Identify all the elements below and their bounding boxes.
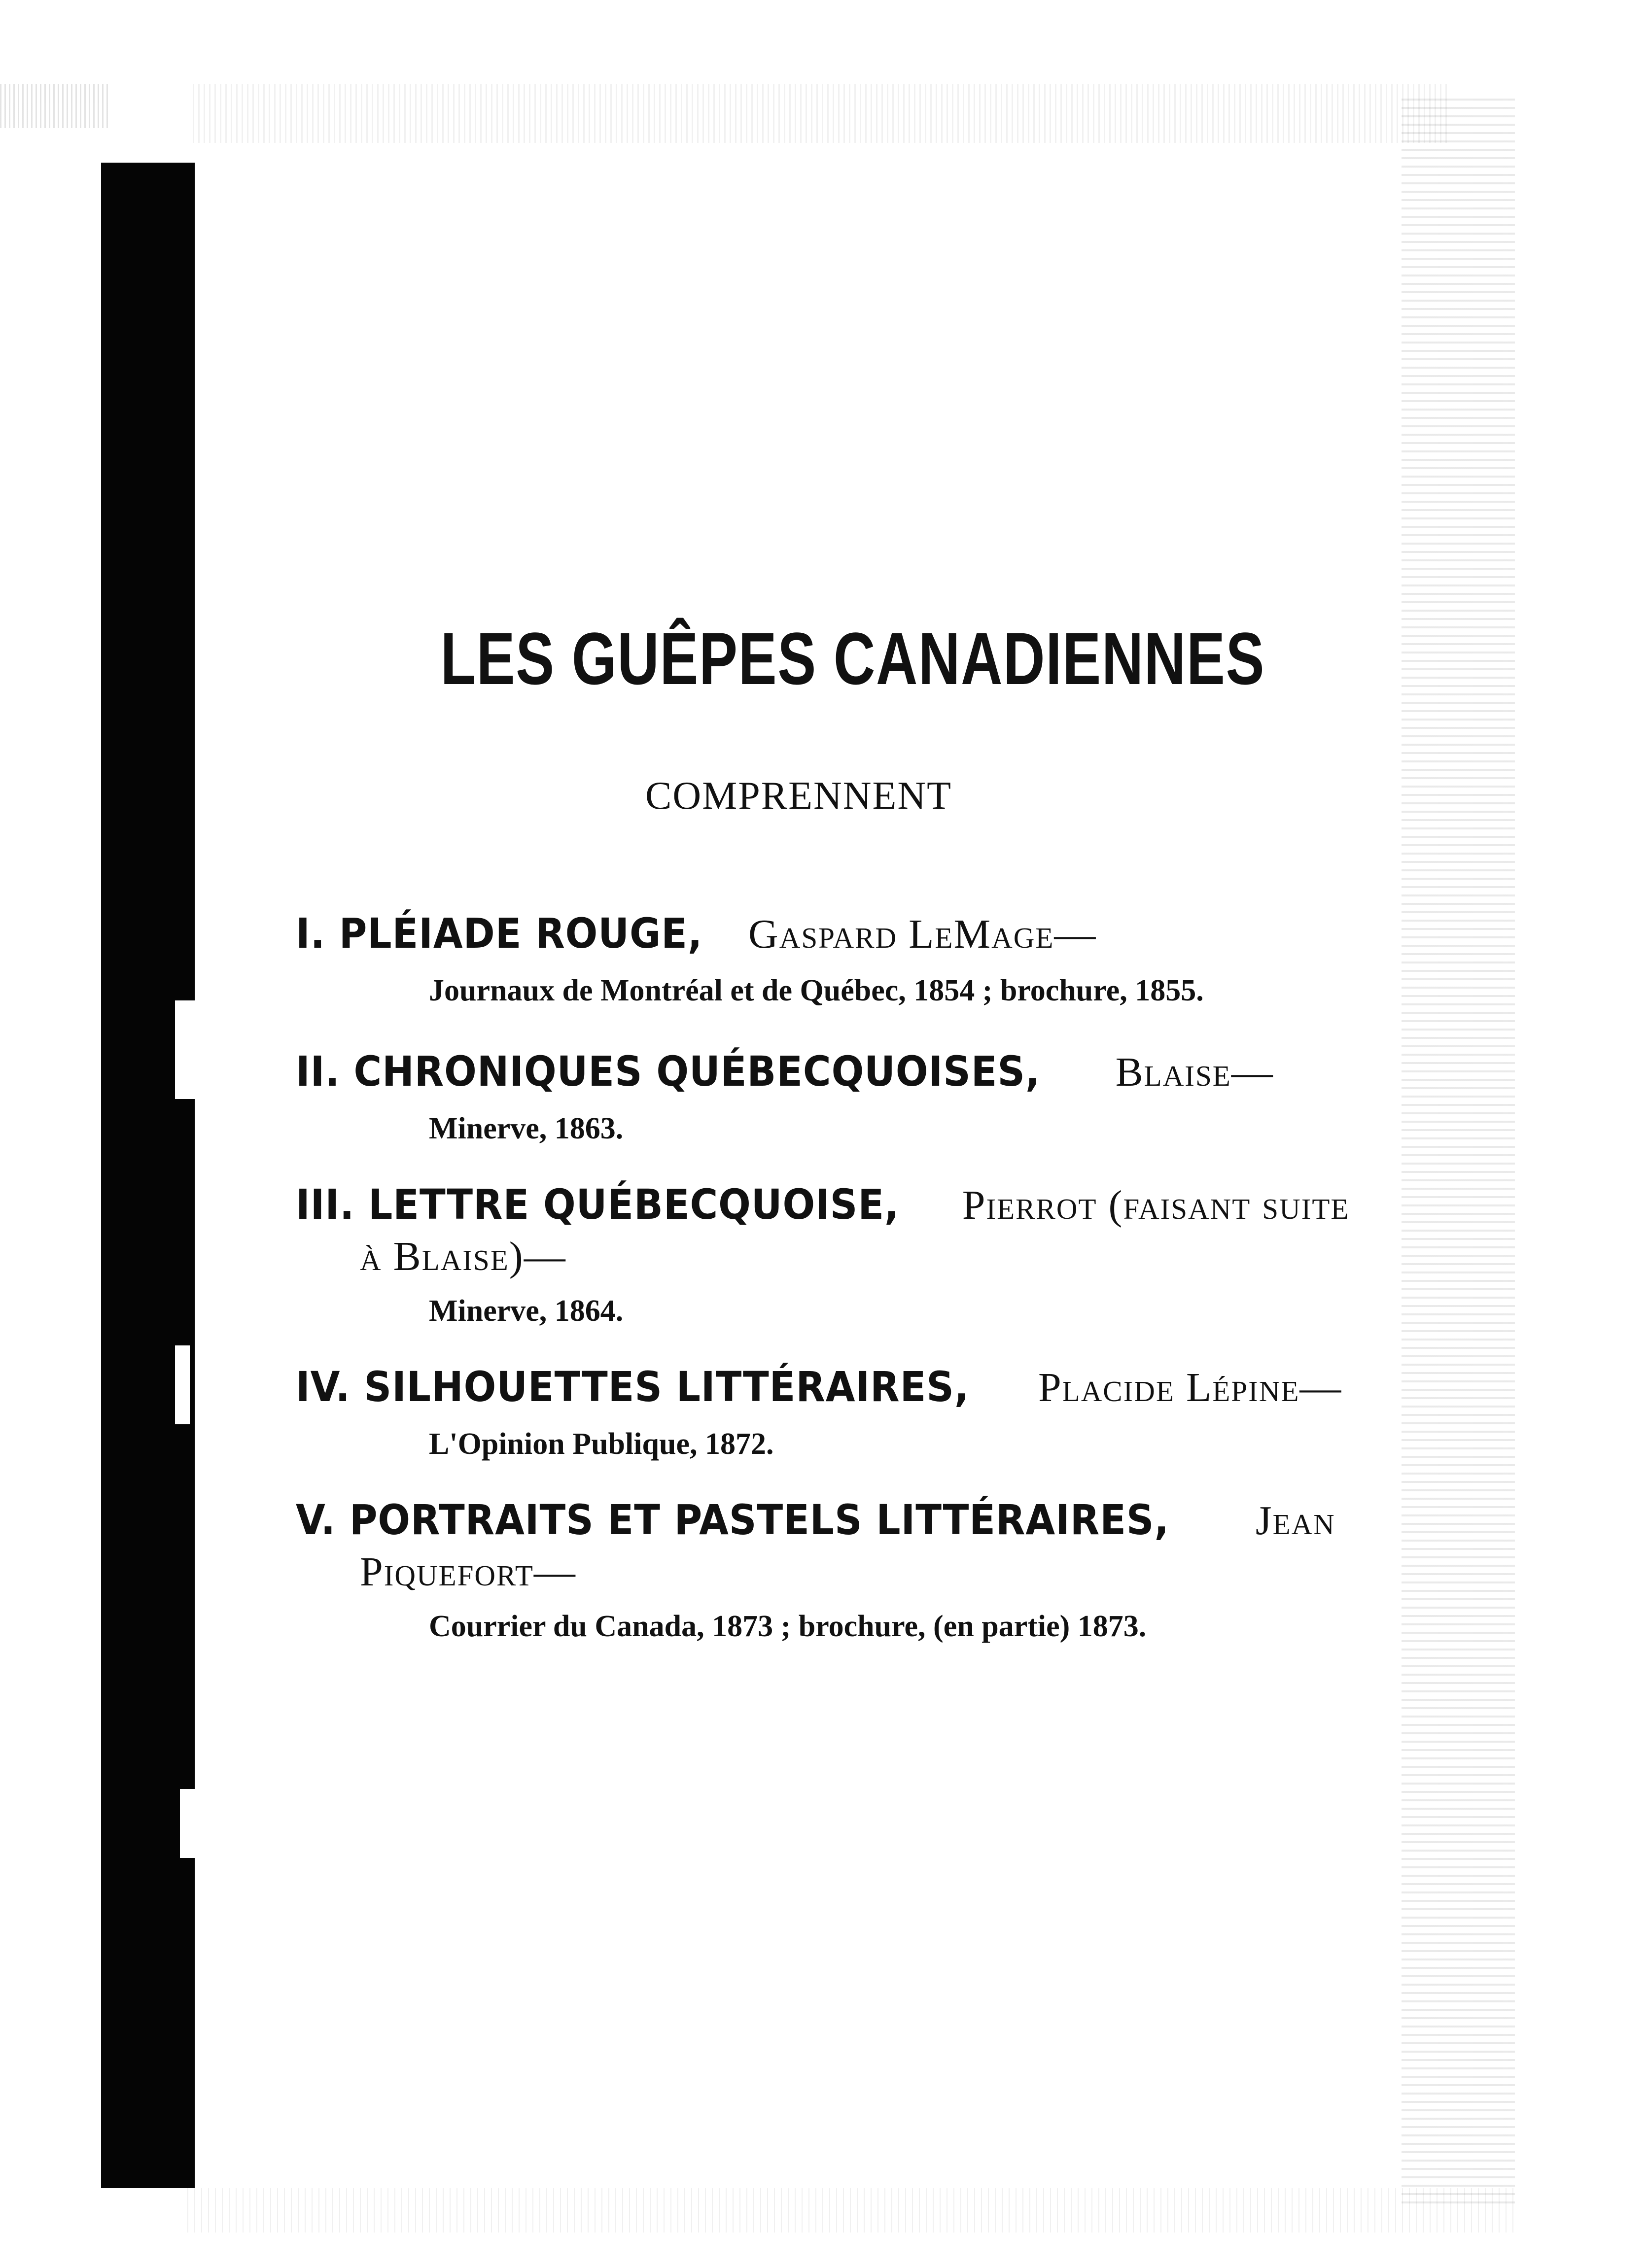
entry-work-title: SILHOUETTES LITTÉRAIRES, bbox=[364, 1363, 970, 1411]
entry-publication: Courrier du Canada, 1873 ; brochure, (en partie) 1873. bbox=[429, 1610, 1147, 1643]
book-spine-shadow bbox=[101, 163, 195, 2188]
entry-work-title: LETTRE QUÉBECQUOISE, bbox=[368, 1180, 900, 1229]
entry-author: Placide Lépine— bbox=[1038, 1365, 1342, 1410]
entry-publication: L'Opinion Publique, 1872. bbox=[429, 1427, 774, 1461]
entry-publication: Journaux de Montréal et de Québec, 1854 ; brochure, 1855. bbox=[429, 974, 1204, 1007]
entry-work-title: CHRONIQUES QUÉBECQUOISES, bbox=[353, 1047, 1041, 1096]
entry-author: Jean bbox=[1255, 1498, 1335, 1544]
entry-numeral: V. bbox=[296, 1496, 336, 1544]
entry-numeral: II. bbox=[296, 1047, 340, 1096]
list-item bbox=[296, 907, 1331, 1020]
entry-author-continued: Piquefort— bbox=[360, 1549, 576, 1595]
list-item bbox=[296, 1178, 1350, 1340]
list-item bbox=[296, 1360, 1342, 1474]
list-item bbox=[296, 1045, 1331, 1158]
entry-author: Gaspard LeMage— bbox=[748, 911, 1097, 957]
entry-publication: Minerve, 1864. bbox=[429, 1294, 624, 1328]
entry-numeral: III. bbox=[296, 1180, 355, 1229]
entry-numeral: I. bbox=[296, 909, 325, 958]
entry-publication: Minerve, 1863. bbox=[429, 1112, 624, 1145]
entry-work-title: PORTRAITS ET PASTELS LITTÉRAIRES, bbox=[349, 1496, 1169, 1544]
page-corner bbox=[108, 74, 190, 163]
entry-work-title: PLÉIADE ROUGE, bbox=[339, 909, 703, 958]
entry-author-continued: à Blaise)— bbox=[360, 1234, 566, 1279]
scan-noise-top bbox=[187, 84, 1449, 143]
list-item bbox=[296, 1493, 1335, 1656]
scan-noise-corner bbox=[0, 84, 108, 128]
entry-author: Blaise— bbox=[1115, 1049, 1274, 1095]
scan-noise-bottom bbox=[187, 2188, 1518, 2233]
page-title: LES GUÊPES CANADIENNES bbox=[440, 617, 1265, 700]
scan-noise-right-edge bbox=[1402, 99, 1515, 2208]
entry-numeral: IV. bbox=[296, 1363, 351, 1411]
entry-author: Pierrot (faisant suite bbox=[962, 1182, 1350, 1228]
page-subtitle: COMPRENNENT bbox=[645, 774, 952, 818]
